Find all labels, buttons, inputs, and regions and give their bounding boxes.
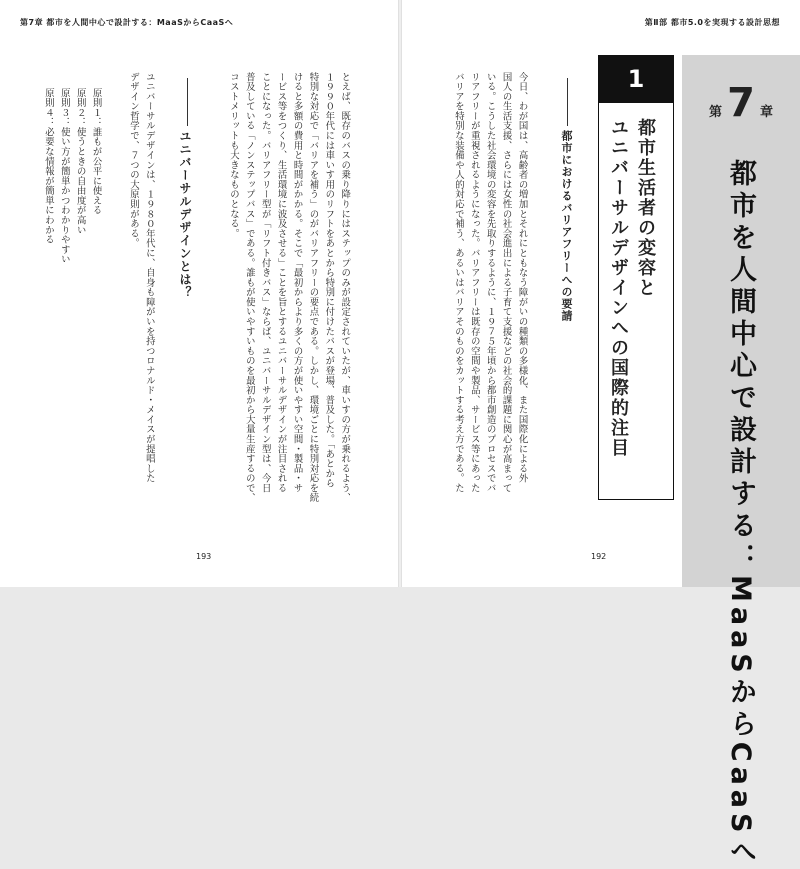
right-body-text <box>450 72 530 522</box>
principles-list <box>40 88 104 488</box>
left-subheading: ユニバーサルデザインとは？ <box>178 130 192 299</box>
chapter-number: 7 <box>727 80 755 126</box>
section-title-line2: ユニバーサルデザインへの国際的注目 <box>608 118 629 458</box>
list-item: 原則３：使い方が簡単かつわかりやすい <box>58 88 70 265</box>
body-line: 国人の生活支援、さらには女性の社会進出による子育て支援などの社会的課題に関心が高まって <box>500 72 512 493</box>
body-line: ユニバーサルデザインは、１９８０年代に、自身も障がいを持つロナルド・メイスが提唱した <box>143 72 155 484</box>
right-subheading: 都市におけるバリアフリーへの要請 <box>560 130 573 322</box>
section-number-box <box>598 55 674 103</box>
chapter-label-post: 章 <box>760 105 774 120</box>
ud-text <box>125 72 157 522</box>
body-line: コストメリットも大きなものとなる。 <box>227 72 239 239</box>
body-line: 特別な対応で「バリアを補う」のがバリアフリーの要点である。しかし、環境ごとに特別対応を続 <box>307 72 319 503</box>
gutter <box>398 0 402 587</box>
right-running-head: 第Ⅱ部 都市5.0を実現する設計思想 <box>644 18 780 27</box>
body-line: ービス等をつくり、生活環境に波及させる」ことを旨とするユニバーサルデザインが注目される <box>275 72 287 493</box>
section-number: 1 <box>627 65 645 93</box>
body-line: リアフリーが重視されるようになった。バリアフリーは既存の空間や製品、サービス等にあった <box>468 72 480 493</box>
section-title-line1: 都市生活者の変容と <box>635 118 656 298</box>
list-item: 原則１：誰もが公平に使える <box>90 88 102 216</box>
subheading-rule <box>187 78 188 126</box>
chapter-label-pre: 第 <box>708 105 722 120</box>
left-body-text <box>225 72 352 522</box>
body-line: とえば、既存のバスの乗り降りにはステップのみが設定されていたが、車いすの方が乗れるよう、 <box>339 72 351 503</box>
chapter-title: 都市を人間中心で設計する：MaaSからCaaSへ <box>725 159 756 869</box>
body-line: ことになった。バリアフリー型が「リフト付きバス」ならば、ユニバーサルデザイン型は、今日 <box>259 72 271 493</box>
body-line: いる。こうした社会環境の変容を先取りするように、１９７５年頃から都市創造のプロセスでバ <box>484 72 496 493</box>
body-line: けると多額の費用と時間がかかる。そこで「最初からより多くの方が使いやすい空間・製品・サ <box>291 72 303 493</box>
body-line: デザイン哲学で、７つの大原則がある。 <box>127 72 139 249</box>
chapter-band <box>682 55 800 869</box>
left-folio: 193 <box>196 552 212 561</box>
body-line: 今日、わが国は、高齢者の増加とそれにともなう障がいの種類の多様化、また国際化による外 <box>516 72 528 484</box>
body-line: 普及している「ノンステップバス」である。誰もが使いやすいものを最初から大量生産するので、 <box>243 72 255 503</box>
body-line: バリアを特別な装備や人的対応で補う、あるいはバリアそのものをカットする考え方である。た <box>452 72 464 493</box>
subheading-rule <box>567 78 568 126</box>
right-folio: 192 <box>591 552 607 561</box>
list-item: 原則４：必要な情報が簡単にわかる <box>42 88 54 245</box>
left-running-head: 第7章 都市を人間中心で設計する：MaaSからCaaSへ <box>20 18 234 27</box>
body-line: １９９０年代には車いす用のリフトをあとから特別に付けたバスが登場、普及した。「あとから <box>323 72 335 489</box>
chapter-label <box>682 80 800 126</box>
list-item: 原則２：使うときの自由度が高い <box>74 88 86 235</box>
